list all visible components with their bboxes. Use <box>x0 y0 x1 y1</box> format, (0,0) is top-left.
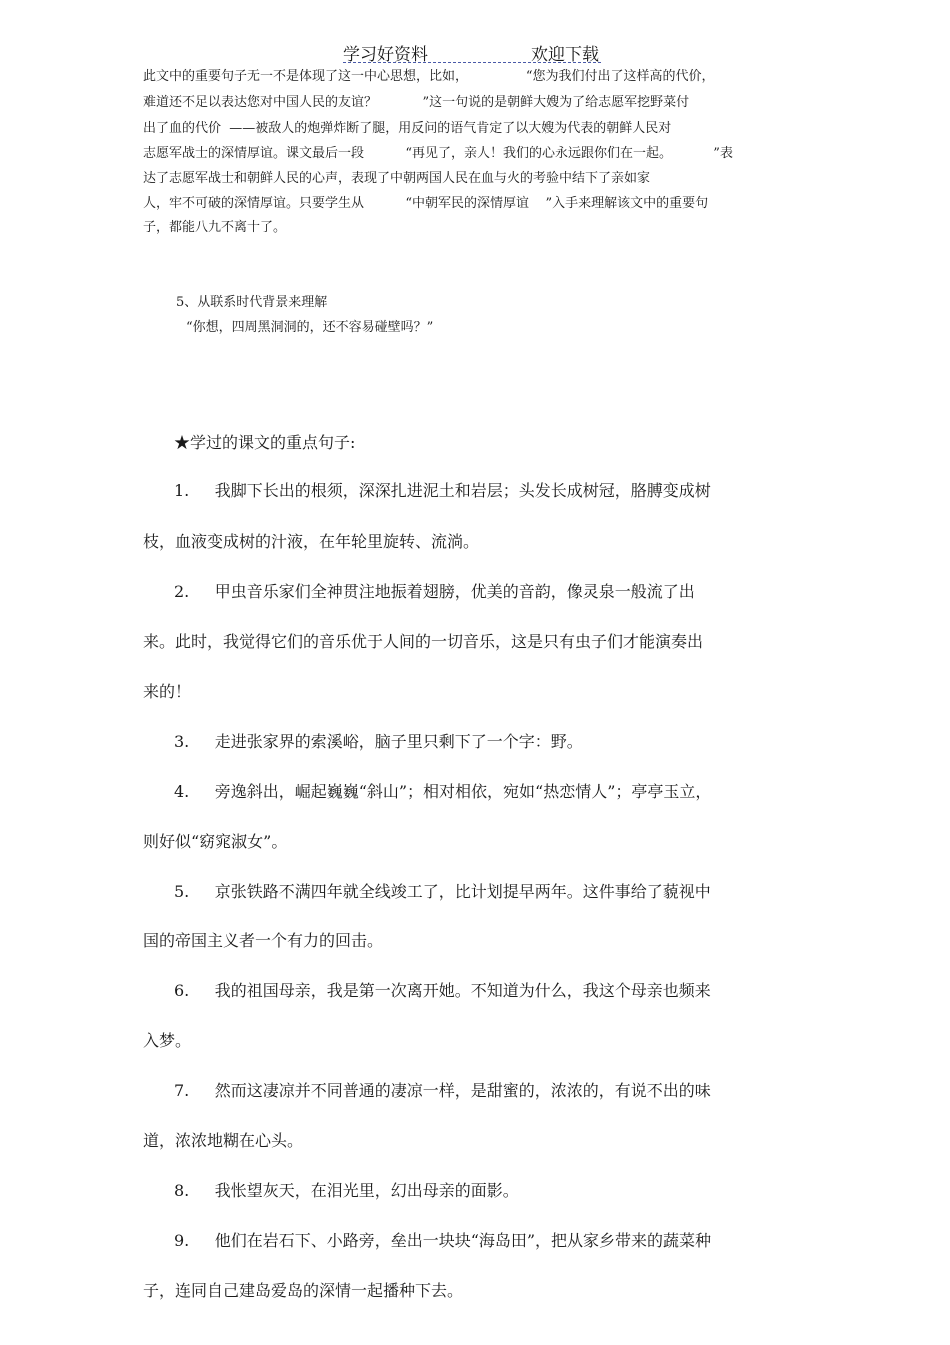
sentence-line: 枝，血液变成树的汁液，在年轮里旋转、流淌。 <box>143 532 480 551</box>
header-right-text: 欢迎下载 <box>531 45 599 65</box>
paragraph-line: 志愿军战士的深情厚谊。课文最后一段 “再见了，亲人！我们的心永远跟你们在一起。 ”表 <box>143 146 733 161</box>
key-sentences-title: ★学过的课文的重点句子: <box>174 433 356 452</box>
sentence-line: 6. 我的祖国母亲，我是第一次离开她。不知道为什么，我这个母亲也频来 <box>174 981 711 1000</box>
paragraph-line: 子，都能八九不离十了。 <box>143 220 287 235</box>
header-left-text: 学习好资料 <box>343 45 428 65</box>
paragraph-line: 难道还不足以表达您对中国人民的友谊？ ”这一句说的是朝鲜大嫂为了给志愿军挖野菜付 <box>143 95 690 110</box>
sentence-line: 子，连同自己建岛爱岛的深情一起播种下去。 <box>143 1281 464 1300</box>
sentence-line: 道，浓浓地糊在心头。 <box>143 1131 304 1150</box>
sentence-line: 4. 旁逸斜出，崛起巍巍“斜山”；相对相依，宛如“热恋情人”；亭亭玉立， <box>174 782 712 801</box>
section-heading: 5、从联系时代背景来理解 <box>176 295 328 310</box>
sentence-line: 2. 甲虫音乐家们全神贯注地振着翅膀，优美的音韵，像灵泉一般流了出 <box>174 582 695 601</box>
header-underline <box>343 62 601 63</box>
section-quote: “你想，四周黑洞洞的，还不容易碰壁吗？” <box>186 320 434 335</box>
sentence-line: 国的帝国主义者一个有力的回击。 <box>143 931 384 950</box>
sentence-line: 8. 我怅望灰天，在泪光里，幻出母亲的面影。 <box>174 1181 519 1200</box>
sentence-line: 5. 京张铁路不满四年就全线竣工了，比计划提早两年。这件事给了藐视中 <box>174 882 711 901</box>
sentence-line: 3. 走进张家界的索溪峪，脑子里只剩下了一个字：野。 <box>174 732 583 751</box>
paragraph-line: 出了血的代价 ——被敌人的炮弹炸断了腿，用反问的语气肯定了以大嫂为代表的朝鲜人民对 <box>143 121 672 136</box>
paragraph-line: 此文中的重要句子无一不是体现了这一中心思想，比如， “您为我们付出了这样高的代价， <box>143 69 715 84</box>
sentence-line: 则好似“窈窕淑女”。 <box>143 832 288 851</box>
sentence-line: 9. 他们在岩石下、小路旁，垒出一块块“海岛田”，把从家乡带来的蔬菜种 <box>174 1231 712 1250</box>
sentence-line: 入梦。 <box>143 1031 192 1050</box>
page-header <box>0 40 950 66</box>
sentence-line: 1. 我脚下长出的根须，深深扎进泥土和岩层；头发长成树冠，胳膊变成树 <box>174 481 711 500</box>
sentence-line: 来的！ <box>143 682 192 701</box>
paragraph-line: 达了志愿军战士和朝鲜人民的心声，表现了中朝两国人民在血与火的考验中结下了亲如家 <box>143 171 651 186</box>
sentence-line: 7. 然而这凄凉并不同普通的凄凉一样，是甜蜜的，浓浓的，有说不出的味 <box>174 1081 711 1100</box>
paragraph-line: 人，牢不可破的深情厚谊。只要学生从 “中朝军民的深情厚谊 ”入手来理解该文中的重要句 <box>143 196 709 211</box>
sentence-line: 来。此时，我觉得它们的音乐优于人间的一切音乐，这是只有虫子们才能演奏出 <box>143 632 704 651</box>
